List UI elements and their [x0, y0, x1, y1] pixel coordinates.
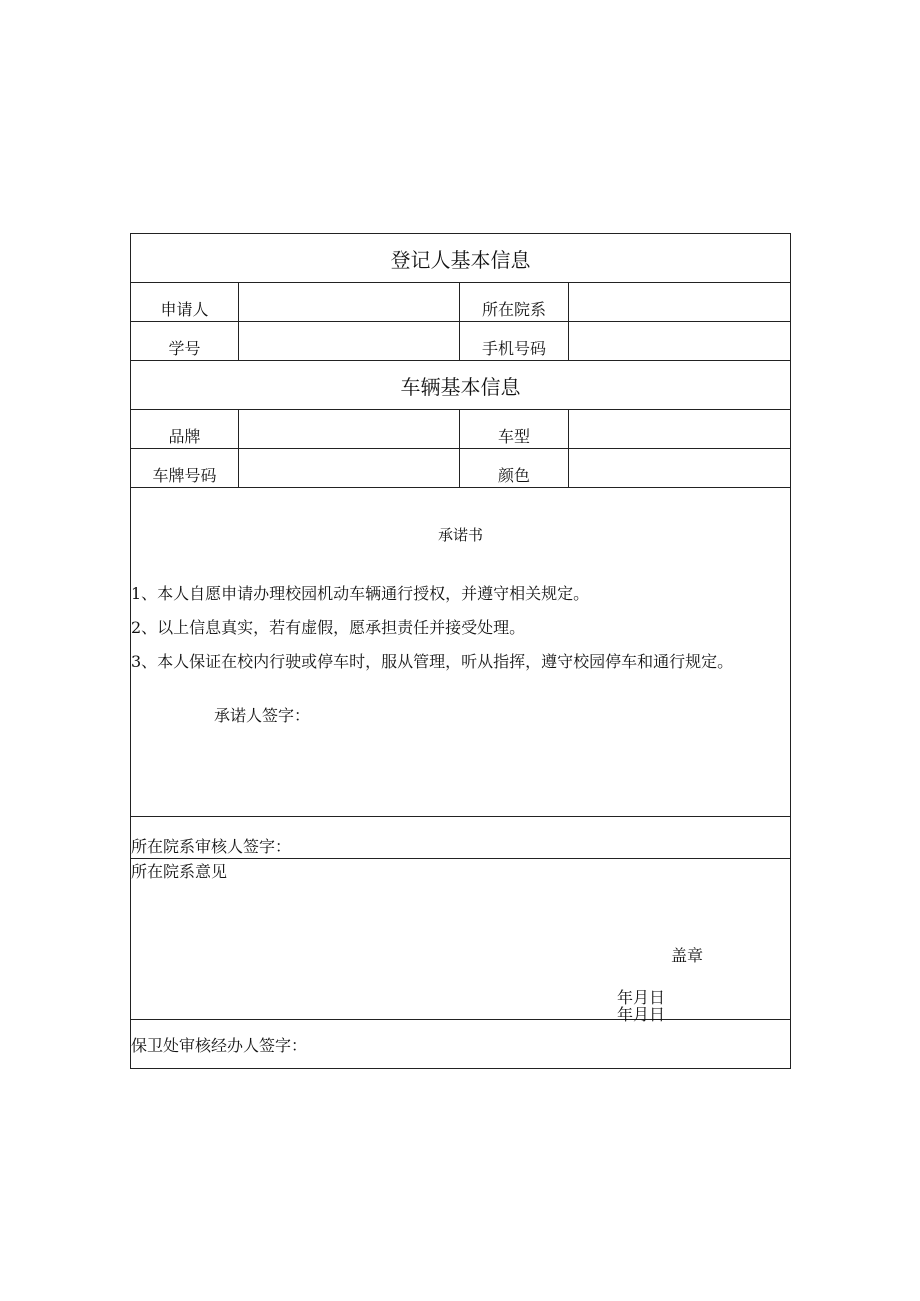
brand-field[interactable]	[239, 410, 460, 449]
brand-label: 品牌	[131, 410, 239, 449]
pledge-item: 3、本人保证在校内行驶或停车时，服从管理，听从指挥，遵守校园停车和通行规定。	[131, 652, 734, 671]
department-field[interactable]	[569, 283, 791, 322]
pledge-date-field[interactable]: 年月日	[617, 1005, 666, 1024]
phone-field[interactable]	[569, 322, 791, 361]
opinion-date-field[interactable]: 年月日	[617, 988, 666, 1007]
department-label: 所在院系	[460, 283, 569, 322]
student-id-field[interactable]	[239, 322, 460, 361]
pledge-list	[131, 577, 790, 679]
model-label: 车型	[460, 410, 569, 449]
model-field[interactable]	[569, 410, 791, 449]
plate-field[interactable]	[239, 449, 460, 488]
applicant-label: 申请人	[131, 283, 239, 322]
vehicle-section-title: 车辆基本信息	[131, 361, 791, 410]
registrant-section-title: 登记人基本信息	[131, 234, 791, 283]
pledge-title: 承诺书	[437, 526, 483, 544]
color-label: 颜色	[460, 449, 569, 488]
stamp-field[interactable]: 盖章	[671, 946, 704, 965]
pledge-item: 2、以上信息真实，若有虚假，愿承担责任并接受处理。	[131, 618, 526, 637]
pledger-signature-field[interactable]: 承诺人签字：	[214, 706, 311, 725]
registration-form	[130, 233, 791, 1069]
department-opinion-label: 所在院系意见	[131, 862, 228, 881]
plate-label: 车牌号码	[131, 449, 239, 488]
color-field[interactable]	[569, 449, 791, 488]
security-officer-signature-field[interactable]: 保卫处审核经办人签字：	[131, 1020, 791, 1069]
phone-label: 手机号码	[460, 322, 569, 361]
department-reviewer-signature-field[interactable]: 所在院系审核人签字：	[131, 817, 791, 859]
applicant-field[interactable]	[239, 283, 460, 322]
student-id-label: 学号	[131, 322, 239, 361]
department-opinion-section	[131, 859, 791, 1020]
pledge-item: 1、本人自愿申请办理校园机动车辆通行授权，并遵守相关规定。	[131, 584, 590, 603]
